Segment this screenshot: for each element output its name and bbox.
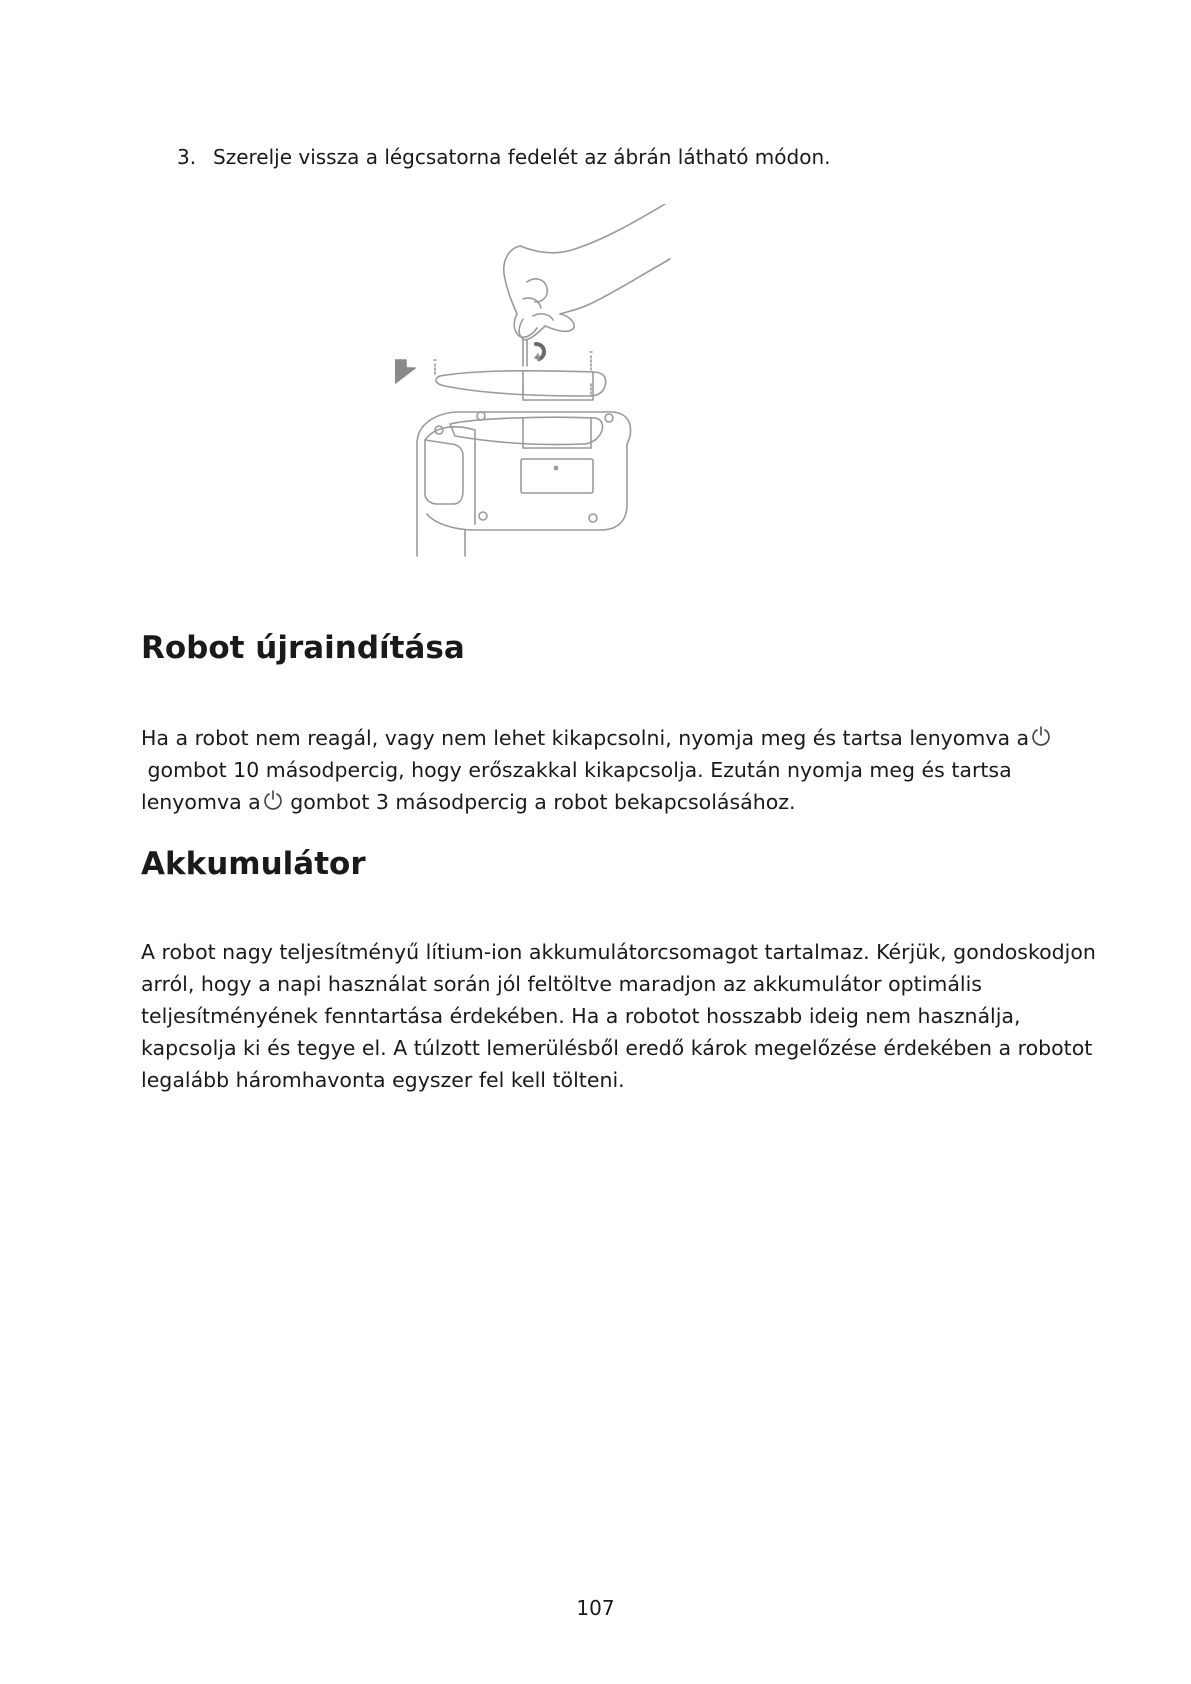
paragraph-line (141, 786, 1071, 818)
restart-paragraph (141, 722, 1071, 818)
paragraph-line: legalább háromhavonta egyszer fel kell tölteni. (141, 1068, 625, 1092)
paragraph-text: gombot 3 másodpercig a robot bekapcsolásához. (283, 790, 796, 814)
step-item (177, 143, 830, 171)
robot-body (417, 412, 630, 556)
push-down-arrow-icon (395, 360, 415, 384)
air-duct-cover (434, 352, 606, 400)
power-button-icon (262, 789, 284, 811)
power-button-icon (1030, 725, 1052, 747)
heading-battery: Akkumulátor (141, 846, 366, 882)
paragraph-text: lenyomva a (141, 790, 261, 814)
paragraph-line (141, 722, 1071, 754)
paragraph-line: teljesítményének fenntartása érdekében. Ha a robotot hosszabb ideig nem használja, (141, 1004, 1021, 1028)
paragraph-text: Ha a robot nem reagál, vagy nem lehet kikapcsolni, nyomja meg és tartsa lenyomva a (141, 726, 1030, 750)
paragraph-line: arról, hogy a napi használat során jól feltöltve maradjon az akkumulátor optimális (141, 972, 982, 996)
battery-paragraph (141, 936, 1096, 1096)
heading-robot-restart: Robot újraindítása (141, 630, 465, 666)
screw-illustration (523, 340, 544, 366)
page-number: 107 (576, 1596, 615, 1620)
paragraph-line: gombot 10 másodpercig, hogy erőszakkal kikapcsolja. Ezután nyomja meg és tartsa (141, 758, 1012, 782)
step-text: Szerelje vissza a légcsatorna fedelét az ábrán látható módon. (213, 145, 831, 169)
hand-illustration (504, 204, 670, 340)
paragraph-line: kapcsolja ki és tegye el. A túlzott lemerülésből eredő károk megelőzése érdekében a robotot (141, 1036, 1093, 1060)
air-duct-cover-illustration (395, 204, 705, 576)
paragraph-line: A robot nagy teljesítményű lítium-ion akkumulátorcsomagot tartalmaz. Kérjük, gondoskodjon (141, 940, 1096, 964)
step-number: 3. (177, 145, 197, 169)
